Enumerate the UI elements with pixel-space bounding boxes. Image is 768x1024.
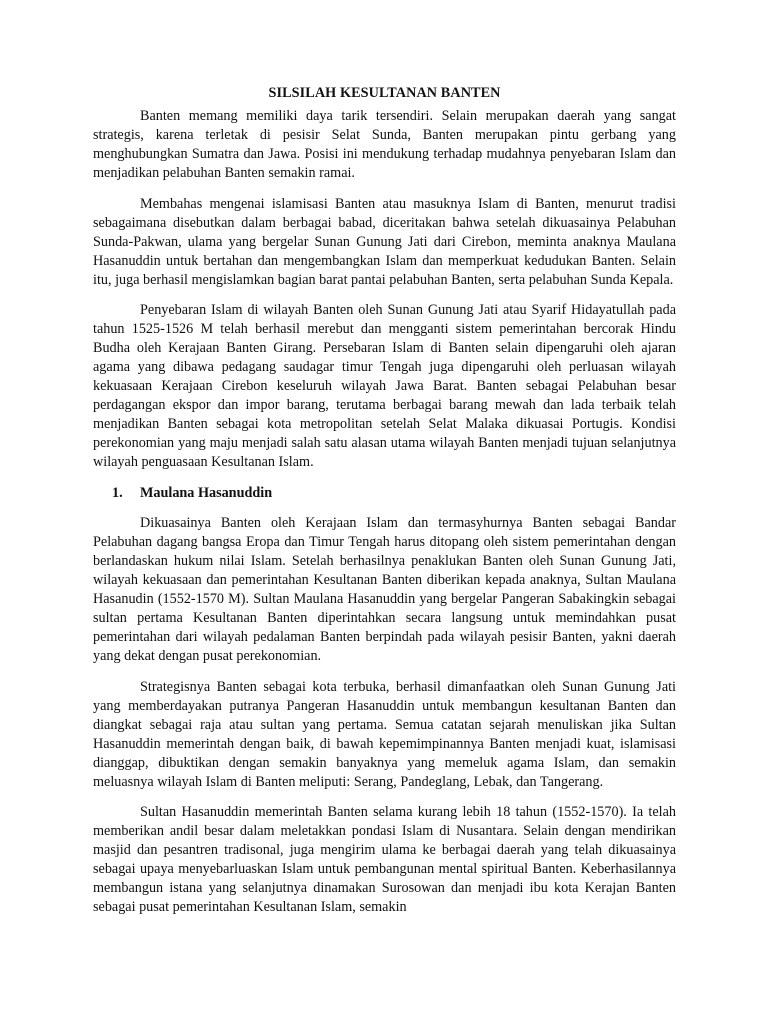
section-heading-text: Maulana Hasanuddin	[140, 484, 273, 501]
intro-paragraph-3: Penyebaran Islam di wilayah Banten oleh Sunan Gunung Jati atau Syarif Hidayatullah pada tahun 1525-1526 M telah berhasil merebut dan mengganti sistem pemerintahan bercorak Hindu Budha oleh Kerajaan Banten Girang. Persebaran Islam di Banten selain dipengaruhi oleh ajaran agama yang dibawa pedagang saudagar timur Tengah juga dipengaruhi oleh perluasan wilayah kekuasaan Kerajaan Cirebon keseluruh wilayah Jawa Barat. Banten sebagai Pelabuhan besar perdagangan ekspor dan impor barang, terutama berbagai barang mewah dan lada terbaik telah menjadikan Banten sebagai kota metropolitan setelah Selat Malaka dikuasai Portugis. Kondisi perekonomian yang maju menjadi salah satu alasan utama wilayah Banten menjadi tujuan selanjutnya wilayah penguasaan Kesultanan Islam.	[93, 302, 676, 470]
section-paragraph-2: Strategisnya Banten sebagai kota terbuka, berhasil dimanfaatkan oleh Sunan Gunung Jati yang memberdayakan putranya Pangeran Hasanuddin untuk membangun kesultanan Banten dan diangkat sebagai raja atau sultan yang pertama. Semua catatan sejarah menuliskan jika Sultan Hasanuddin memerintah dengan baik, di bawah kepemimpinannya Banten menjadi kuat, islamisasi dianggap, dibuktikan dengan semakin banyaknya yang memeluk agama Islam, dan semakin meluasnya wilayah Islam di Banten meliputi: Serang, Pandeglang, Lebak, dan Tangerang.	[93, 678, 676, 790]
section-paragraph-3: Sultan Hasanuddin memerintah Banten selama kurang lebih 18 tahun (1552-1570). Ia telah memberikan andil besar dalam meletakkan pondasi Islam di Nusantara. Selain dengan mendirikan masjid dan pesantren tradisonal, juga mengirim ulama ke berbagai daerah yang telah dikuasainya sebagai upaya menyebarluaskan Islam untuk pembangunan mental spiritual Banten. Keberhasilannya membangun istana yang selanjutnya dinamakan Surosowan dan menjadi ibu kota Kerajan Banten sebagai pusat pemerintahan Kesultanan Islam, semakin	[93, 804, 676, 915]
section-heading	[93, 484, 676, 503]
intro-paragraph-2: Membahas mengenai islamisasi Banten atau masuknya Islam di Banten, menurut tradisi sebagaimana disebutkan dalam berbagai babad, diceritakan bahwa setelah dikuasainya Pelabuhan Sunda-Pakwan, ulama yang bergelar Sunan Gunung Jati dari Cirebon, meminta anaknya Maulana Hasanuddin untuk bertahan dan mengembangkan Islam dan memperkuat kedudukan Banten. Selain itu, juga berhasil mengislamkan bagian barat pantai pelabuhan Banten, serta pelabuhan Sunda Kepala.	[93, 195, 676, 288]
intro-paragraph-1: Banten memang memiliki daya tarik tersendiri. Selain merupakan daerah yang sangat strategis, karena terletak di pesisir Selat Sunda, Banten merupakan pintu gerbang yang menghubungkan Sumatra dan Jawa. Posisi ini mendukung terhadap mudahnya penyebaran Islam dan menjadikan pelabuhan Banten semakin ramai.	[93, 108, 676, 181]
section-number: 1.	[112, 484, 123, 501]
section-paragraph-1: Dikuasainya Banten oleh Kerajaan Islam dan termasyhurnya Banten sebagai Bandar Pelabuhan dagang bangsa Eropa dan Timur Tengah harus ditopang oleh sistem pemerintahan dengan berlandaskan hukum nilai Islam. Setelah berhasilnya penaklukan Banten oleh Sunan Gunung Jati, wilayah kekuasaan dan pemerintahan Kesultanan Banten diberikan kepada anaknya, Sultan Maulana Hasanudin (1552-1570 M). Sultan Maulana Hasanuddin yang bergelar Pangeran Sabakingkin sebagai sultan pertama Kesultanan Banten diperintahkan secara langsung untuk memindahkan pusat pemerintahan dari wilayah pedalaman Banten berpindah pada wilayah pesisir Banten, yakni daerah yang dekat dengan pusat perekonomian.	[93, 515, 676, 664]
document-title: SILSILAH KESULTANAN BANTEN	[268, 85, 501, 101]
